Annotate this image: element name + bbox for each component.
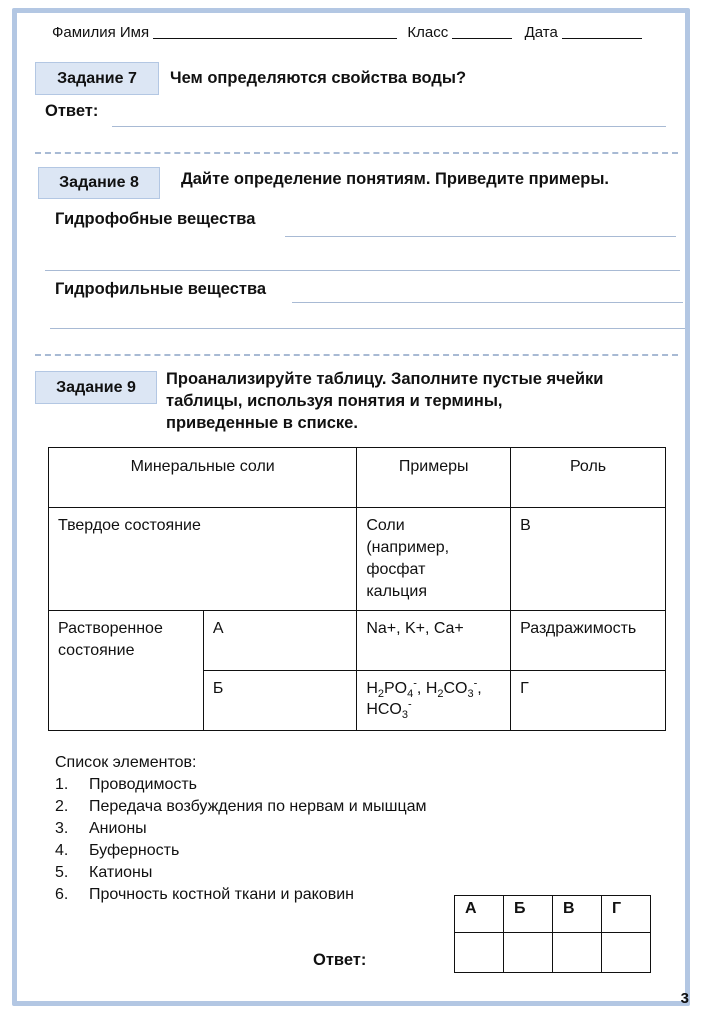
dissolved-state-line: состояние — [58, 642, 135, 659]
answer-header-v: В — [553, 896, 602, 933]
solid-examples-cell — [357, 508, 511, 611]
list-item-number: 6. — [55, 886, 69, 903]
task7-answer-label: Ответ: — [45, 102, 99, 120]
list-item-text: Буферность — [89, 842, 180, 859]
header-examples: Примеры — [357, 448, 511, 508]
task9-answer-label: Ответ: — [313, 951, 367, 969]
task9-question — [166, 368, 603, 434]
section-divider — [35, 354, 678, 356]
dissolved-state-cell — [49, 611, 204, 731]
dissolved-b-cell[interactable]: Б — [203, 671, 356, 731]
solid-examples-line: фосфат — [366, 561, 426, 578]
hydrophilic-answer-line[interactable] — [292, 302, 683, 303]
dissolved-a-examples-cell: Na+, K+, Ca+ — [357, 611, 511, 671]
header-role: Роль — [511, 448, 666, 508]
list-item-number: 4. — [55, 842, 69, 859]
answer-header-b: Б — [504, 896, 553, 933]
list-item — [55, 796, 427, 818]
task7-question: Чем определяются свойства воды? — [170, 69, 467, 87]
answer-cell-v[interactable] — [553, 933, 602, 973]
answer-header-g: Г — [602, 896, 651, 933]
list-item-number: 1. — [55, 776, 69, 793]
answer-header-a: А — [455, 896, 504, 933]
list-item-text: Прочность костной ткани и раковин — [89, 886, 354, 903]
student-header — [52, 24, 642, 41]
name-label: Фамилия Имя — [52, 24, 150, 41]
section-divider — [35, 152, 678, 154]
hydrophilic-answer-line-2[interactable] — [50, 328, 685, 329]
hydrophobic-answer-line[interactable] — [285, 236, 676, 237]
term-hydrophobic: Гидрофобные вещества — [55, 210, 256, 228]
solid-role-cell[interactable]: В — [511, 508, 666, 611]
task9-question-line: таблицы, используя понятия и термины, — [166, 392, 503, 410]
list-item-text: Анионы — [89, 820, 147, 837]
dissolved-b-role-cell: Г — [511, 671, 666, 731]
answer-cell-g[interactable] — [602, 933, 651, 973]
dissolved-a-role-cell: Раздражимость — [511, 611, 666, 671]
list-item — [55, 840, 427, 862]
list-item-text: Передача возбуждения по нервам и мышцам — [89, 798, 427, 815]
list-item-text: Катионы — [89, 864, 153, 881]
task8-question: Дайте определение понятиям. Приведите примеры. — [181, 170, 610, 188]
task7-badge: Задание 7 — [35, 62, 159, 95]
name-blank[interactable] — [153, 24, 397, 39]
task9-badge: Задание 9 — [35, 371, 157, 404]
class-blank[interactable] — [452, 24, 512, 39]
answer-cell-a[interactable] — [455, 933, 504, 973]
task9-question-line: приведенные в списке. — [166, 414, 358, 432]
answer-grid — [454, 895, 651, 973]
mineral-salts-table — [48, 447, 666, 731]
list-item-text: Проводимость — [89, 776, 197, 793]
task7-answer-line[interactable] — [112, 126, 666, 127]
solid-examples-line: Соли — [366, 517, 405, 534]
list-item — [55, 862, 427, 884]
list-item-number: 5. — [55, 864, 69, 881]
dissolved-a-cell[interactable]: А — [203, 611, 356, 671]
page-number: 3 — [680, 990, 689, 1007]
list-title: Список элементов: — [55, 754, 197, 771]
list-item — [55, 774, 427, 796]
date-label: Дата — [524, 24, 558, 41]
term-hydrophilic: Гидрофильные вещества — [55, 280, 267, 298]
list-item — [55, 818, 427, 840]
task9-question-line: Проанализируйте таблицу. Заполните пустые ячейки — [166, 370, 604, 388]
list-item-number: 2. — [55, 798, 69, 815]
solid-examples-line: (например, — [366, 539, 450, 556]
solid-examples-line: кальция — [366, 583, 427, 600]
class-label: Класс — [407, 24, 449, 41]
dissolved-b-examples-cell: $H_2PO_4^-$, $H_2CO_3^-$, $HCO_3^-$ — [357, 671, 511, 731]
task8-badge: Задание 8 — [38, 167, 160, 199]
elements-list — [55, 752, 427, 906]
header-mineral-salts: Минеральные соли — [49, 448, 357, 508]
date-blank[interactable] — [562, 24, 642, 39]
list-item — [55, 884, 427, 906]
answer-cell-b[interactable] — [504, 933, 553, 973]
hydrophobic-answer-line-2[interactable] — [45, 270, 680, 271]
dissolved-state-line: Растворенное — [58, 620, 163, 637]
solid-state-cell: Твердое состояние — [49, 508, 357, 611]
list-item-number: 3. — [55, 820, 69, 837]
